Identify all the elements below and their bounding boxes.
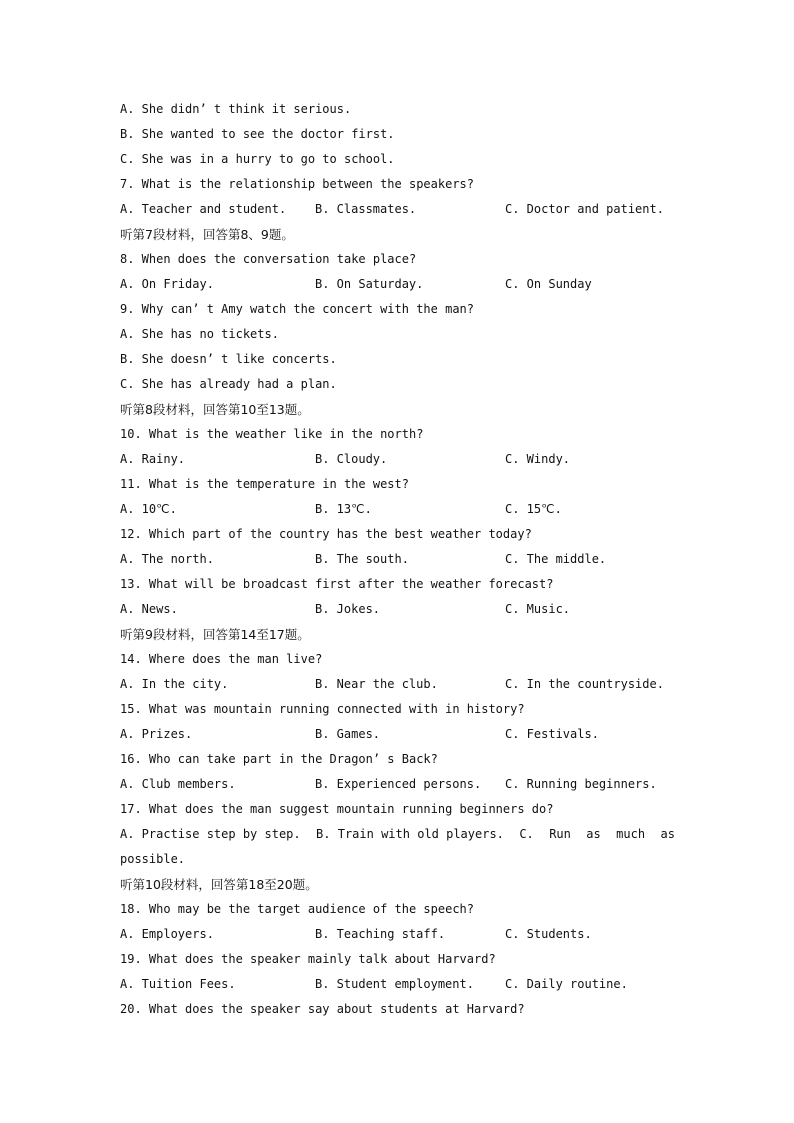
option-a: A. News.	[120, 602, 178, 616]
option-fragment: B. Train with old players.	[316, 827, 504, 841]
option-c: C. Daily routine.	[505, 977, 628, 991]
text-line: 17. What does the man suggest mountain running beginners do?	[120, 802, 554, 816]
option-c: C. The middle.	[505, 552, 607, 566]
text-line: 18. Who may be the target audience of the speech?	[120, 902, 475, 916]
text-line: 16. Who can take part in the Dragon’ s Back?	[120, 752, 438, 766]
option-a: A. The north.	[120, 552, 214, 566]
section-heading: 听第8段材料，回答第10至13题。	[120, 402, 310, 417]
option-b: B. Jokes.	[315, 602, 381, 616]
option-c: C. On Sunday	[505, 277, 592, 291]
option-b: B. The south.	[315, 552, 409, 566]
text-line: A. She didn’ t think it serious.	[120, 102, 352, 116]
options-row	[120, 447, 680, 472]
section-heading: 听第7段材料，回答第8、9题。	[120, 227, 294, 242]
option-c: C. 15℃.	[505, 502, 562, 516]
options-row	[120, 272, 680, 297]
text-line: 15. What was mountain running connected with in history?	[120, 702, 525, 716]
text-line: 14. Where does the man live?	[120, 652, 323, 666]
text-line: possible.	[120, 852, 186, 866]
option-c: C. Music.	[505, 602, 571, 616]
option-fragment: as	[586, 827, 601, 841]
options-row	[120, 197, 680, 222]
option-fragment: as	[660, 827, 675, 841]
text-line: 12. Which part of the country has the best weather today?	[120, 527, 532, 541]
text-line: 11. What is the temperature in the west?	[120, 477, 409, 491]
section-heading: 听第10段材料，回答第18至20题。	[120, 877, 318, 892]
options-row	[120, 722, 680, 747]
option-a: A. In the city.	[120, 677, 229, 691]
option-a: A. Rainy.	[120, 452, 186, 466]
option-c: C. Festivals.	[505, 727, 599, 741]
options-row	[120, 772, 680, 797]
option-b: B. Cloudy.	[315, 452, 388, 466]
option-a: A. On Friday.	[120, 277, 214, 291]
options-row	[120, 672, 680, 697]
option-a: A. Tuition Fees.	[120, 977, 236, 991]
text-line: B. She doesn’ t like concerts.	[120, 352, 337, 366]
option-a: A. Club members.	[120, 777, 236, 791]
text-line: A. She has no tickets.	[120, 327, 279, 341]
text-line: 19. What does the speaker mainly talk about Harvard?	[120, 952, 496, 966]
option-b: B. 13℃.	[315, 502, 372, 516]
text-line: C. She was in a hurry to go to school.	[120, 152, 395, 166]
option-b: B. On Saturday.	[315, 277, 424, 291]
text-line: 10. What is the weather like in the north?	[120, 427, 424, 441]
option-c: C. In the countryside.	[505, 677, 664, 691]
options-row-justified	[120, 822, 675, 847]
text-line: 9. Why can’ t Amy watch the concert with the man?	[120, 302, 475, 316]
options-row	[120, 547, 680, 572]
option-a: A. 10℃.	[120, 502, 177, 516]
option-b: B. Teaching staff.	[315, 927, 446, 941]
option-fragment: Run	[549, 827, 571, 841]
option-a: A. Teacher and student.	[120, 202, 287, 216]
option-a: A. Employers.	[120, 927, 214, 941]
option-fragment: much	[616, 827, 646, 841]
options-row	[120, 922, 680, 947]
option-a: A. Prizes.	[120, 727, 193, 741]
option-fragment: C.	[519, 827, 534, 841]
option-c: C. Students.	[505, 927, 592, 941]
option-b: B. Near the club.	[315, 677, 438, 691]
option-b: B. Classmates.	[315, 202, 417, 216]
options-row	[120, 972, 680, 997]
option-b: B. Experienced persons.	[315, 777, 482, 791]
text-line: 20. What does the speaker say about students at Harvard?	[120, 1002, 525, 1016]
text-line: 13. What will be broadcast first after the weather forecast?	[120, 577, 554, 591]
option-c: C. Windy.	[505, 452, 571, 466]
section-heading: 听第9段材料，回答第14至17题。	[120, 627, 310, 642]
option-fragment: A. Practise step by step.	[120, 827, 301, 841]
text-line: 8. When does the conversation take place?	[120, 252, 417, 266]
option-c: C. Doctor and patient.	[505, 202, 664, 216]
option-b: B. Student employment.	[315, 977, 474, 991]
options-row	[120, 597, 680, 622]
option-c: C. Running beginners.	[505, 777, 657, 791]
document-page	[120, 97, 680, 1022]
text-line: B. She wanted to see the doctor first.	[120, 127, 395, 141]
text-line: 7. What is the relationship between the speakers?	[120, 177, 475, 191]
options-row	[120, 497, 680, 522]
text-line: C. She has already had a plan.	[120, 377, 337, 391]
option-b: B. Games.	[315, 727, 381, 741]
